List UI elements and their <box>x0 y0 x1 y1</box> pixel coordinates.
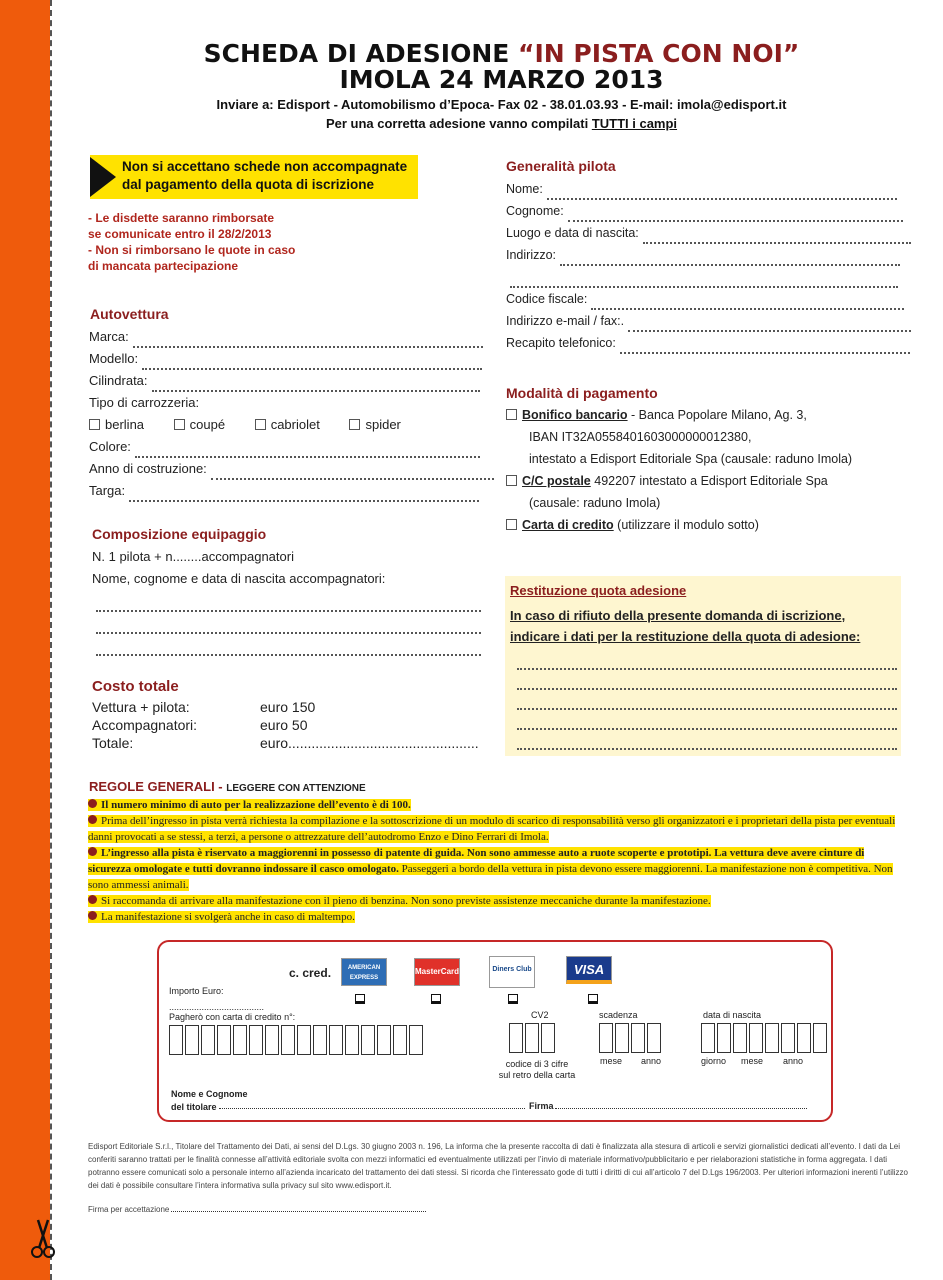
cc-causale-text: (causale: raduno Imola) <box>529 496 661 510</box>
option-spider[interactable]: spider <box>349 414 400 436</box>
cilindrata-field[interactable]: Cilindrata: <box>89 370 489 392</box>
rule-item: La manifestazione si svolgerà anche in caso di maltempo. <box>88 909 900 925</box>
nascita-mese: mese <box>741 1056 764 1066</box>
data-nascita-label: data di nascita <box>703 1010 762 1020</box>
checkbox[interactable] <box>506 409 517 420</box>
firma-field[interactable] <box>555 1108 807 1109</box>
pagamento-section <box>506 404 906 536</box>
carrozzeria-options <box>89 414 489 436</box>
visa-checkbox[interactable] <box>588 994 598 1004</box>
diners-checkbox[interactable] <box>508 994 518 1004</box>
accompagnatori-line[interactable] <box>92 590 492 612</box>
regole-heading: REGOLE GENERALI - LEGGERE CON ATTENZIONE <box>89 779 366 794</box>
firma-accettazione[interactable]: Firma per accettazione <box>88 1203 428 1216</box>
colore-field[interactable]: Colore: <box>89 436 489 458</box>
rule-item: L’ingresso alla pista è riservato a maggiorenni in possesso di patente di guida. Non sono ammesse auto a ruote scoperte e prototipi. La vettura deve avere cinture di sicurezza omologate e tutti dovranno indossare il casco omologato. Passeggeri a bordo della vettura in pista devono essere maggiorenni. La manifestazione non è competitiva. Non sono ammessi animali. <box>88 847 893 891</box>
email-fax-field[interactable]: Indirizzo e-mail / fax:. <box>506 310 902 332</box>
privacy-notice: Edisport Editoriale S.r.l., Titolare del Trattamento dei Dati, ai sensi del D.Lgs. 30 giugno 2003 n. 196, La informa che la presente raccolta di dati è finalizzata alla stesura di articoli e servizi giornalistici dedicati all’evento. I dati da Lei conferiti saranno trattati per le finalità connesse all’attività editoriale svolta con mezzi informatici ed eventualmente utilizzati per l’invio di materiale informativo/pubblicitario e per rielaborazioni statistiche in forma aggregata. I dati potranno essere comunicati solo a personale interno all’azienda incaricato del trattamento dei dati stessi. Si ricorda che l’interessato gode di tutti i diritti di cui all’articolo 7 del D.Lgs 196/2003. Per ulteriori informazioni inerenti l’utilizzo dei dati è possibile consultare l’intera informativa sulla privacy sul sito www.edisport.it. <box>88 1142 908 1190</box>
costo-row: Accompagnatori: euro 50 <box>92 717 308 733</box>
cv2-label: CV2 <box>531 1010 549 1020</box>
visa-logo: VISA <box>566 956 612 984</box>
equipaggio-section <box>92 546 492 656</box>
card-number-label: Pagherò con carta di credito n°: <box>169 1012 296 1022</box>
rule-item: Si raccomanda di arrivare alla manifestazione con il pieno di benzina. Non sono previste assistenze meccaniche durante la manifestazione. <box>88 893 900 909</box>
mastercard-checkbox[interactable] <box>431 994 441 1004</box>
accompagnatori-line[interactable] <box>92 634 492 656</box>
costo-table <box>92 698 492 752</box>
checkbox[interactable] <box>506 475 517 486</box>
checkbox[interactable] <box>506 519 517 530</box>
indirizzo-field[interactable]: Indirizzo: <box>506 244 902 266</box>
scadenza-cells[interactable] <box>599 1023 663 1058</box>
cognome-field[interactable]: Cognome: <box>506 200 902 222</box>
firma-label: Firma <box>529 1101 554 1111</box>
accompagnatori-line[interactable] <box>92 612 492 634</box>
titolare-label: Nome e Cognome del titolare <box>171 1089 248 1112</box>
accompagnatori-count[interactable]: N. 1 pilota + n........accompagnatori <box>92 549 294 564</box>
nome-field[interactable]: Nome: <box>506 178 902 200</box>
accompagnatori-label: Nome, cognome e data di nascita accompagnatori: <box>92 571 386 586</box>
restituzione-instructions: In caso di rifiuto della presente domanda di iscrizione, indicare i dati per la restituzione della quota di adesione: <box>510 608 861 644</box>
nascita-field[interactable]: Luogo e data di nascita: <box>506 222 902 244</box>
modello-field[interactable]: Modello: <box>89 348 489 370</box>
nascita-anno: anno <box>783 1056 804 1066</box>
pilota-heading: Generalità pilota <box>506 158 616 174</box>
checkbox[interactable] <box>255 419 266 430</box>
scadenza-label: scadenza <box>599 1010 638 1020</box>
arrow-icon <box>90 157 116 197</box>
credit-card-form <box>157 940 833 1122</box>
data-nascita-cells[interactable] <box>701 1023 829 1058</box>
autovettura-heading: Autovettura <box>90 306 169 322</box>
option-carta-credito[interactable]: Carta di credito (utilizzare il modulo sotto) <box>506 514 906 536</box>
amex-checkbox[interactable] <box>355 994 365 1004</box>
payment-warning-banner: Non si accettano schede non accompagnate dal pagamento della quota di iscrizione <box>90 155 418 199</box>
telefono-field[interactable]: Recapito telefonico: <box>506 332 902 354</box>
nascita-giorno: giorno <box>701 1056 727 1066</box>
card-number-cells[interactable] <box>169 1025 425 1060</box>
pagamento-heading: Modalità di pagamento <box>506 385 658 401</box>
refund-notes: - Le disdette saranno rimborsate se comunicate entro il 28/2/2013 - Non si rimborsano le quote in caso di mancata partecipazione <box>88 211 296 273</box>
autovettura-section <box>89 326 489 502</box>
restituzione-box <box>505 576 901 756</box>
cv2-note: codice di 3 cifre sul retro della carta <box>498 1059 576 1080</box>
titolare-field[interactable] <box>219 1108 525 1109</box>
option-cabriolet[interactable]: cabriolet <box>255 414 320 436</box>
scadenza-mese: mese <box>600 1056 623 1066</box>
scissors-icon <box>28 1218 58 1260</box>
indirizzo-field-2[interactable] <box>506 266 902 288</box>
diners-logo: Diners Club <box>489 956 535 988</box>
checkbox[interactable] <box>174 419 185 430</box>
option-bonifico[interactable]: Bonifico bancario - Banca Popolare Milano, Ag. 3, <box>506 404 906 426</box>
send-to-info: Inviare a: Edisport - Automobilismo d’Epoca- Fax 02 - 38.01.03.93 - E-mail: imola@edisport.it <box>216 97 787 112</box>
rule-item: Il numero minimo di auto per la realizzazione dell’evento è di 100. <box>88 797 900 813</box>
costo-heading: Costo totale <box>92 678 179 695</box>
form-title: SCHEDA DI ADESIONE “IN PISTA CON NOI” <box>203 39 800 68</box>
mastercard-logo: MasterCard <box>414 958 460 986</box>
pilota-section <box>506 178 902 354</box>
iban-text: IBAN IT32A0558401603000000012380, <box>529 430 752 444</box>
intestato-text: intestato a Edisport Editoriale Spa (causale: raduno Imola) <box>529 452 853 466</box>
codice-fiscale-field[interactable]: Codice fiscale: <box>506 288 902 310</box>
orange-side-strip <box>0 0 50 1280</box>
costo-row: Vettura + pilota: euro 150 <box>92 699 316 715</box>
amex-logo: AMERICAN EXPRESS <box>341 958 387 986</box>
checkbox[interactable] <box>349 419 360 430</box>
importo-label: Importo Euro: <box>169 986 224 996</box>
cut-line <box>50 0 52 1280</box>
option-coupe[interactable]: coupé <box>174 414 225 436</box>
costo-row[interactable]: Totale: euro................................................. <box>92 735 479 751</box>
targa-field[interactable]: Targa: <box>89 480 489 502</box>
cv2-cells[interactable] <box>509 1023 557 1058</box>
restituzione-heading: Restituzione quota adesione <box>510 583 687 598</box>
option-cc-postale[interactable]: C/C postale 492207 intestato a Edisport Editoriale Spa <box>506 470 906 492</box>
regole-list <box>88 797 900 925</box>
rule-item: Prima dell’ingresso in pista verrà richiesta la compilazione e la sottoscrizione di un modulo di scarico di responsabilità verso gli organizzatori e i proprietari della pista per eventuali danni provocati a se stessi, a terzi, a persone o attrezzature dell’autodromo Enzo e Dino Ferrari di Imola. <box>88 815 896 843</box>
importo-field[interactable]: ...................................... <box>169 1002 265 1012</box>
option-berlina[interactable]: berlina <box>89 414 144 436</box>
scadenza-anno: anno <box>641 1056 662 1066</box>
fill-instruction: Per una corretta adesione vanno compilati TUTTI i campi <box>325 116 678 131</box>
marca-field[interactable]: Marca: <box>89 326 489 348</box>
restituzione-lines[interactable] <box>513 650 895 750</box>
ccred-label: c. cred. <box>289 966 332 980</box>
checkbox[interactable] <box>89 419 100 430</box>
anno-field[interactable]: Anno di costruzione: <box>89 458 489 480</box>
tipo-carrozzeria-label: Tipo di carrozzeria: <box>89 395 200 410</box>
event-date-title: IMOLA 24 MARZO 2013 <box>339 65 664 94</box>
equipaggio-heading: Composizione equipaggio <box>92 526 267 542</box>
